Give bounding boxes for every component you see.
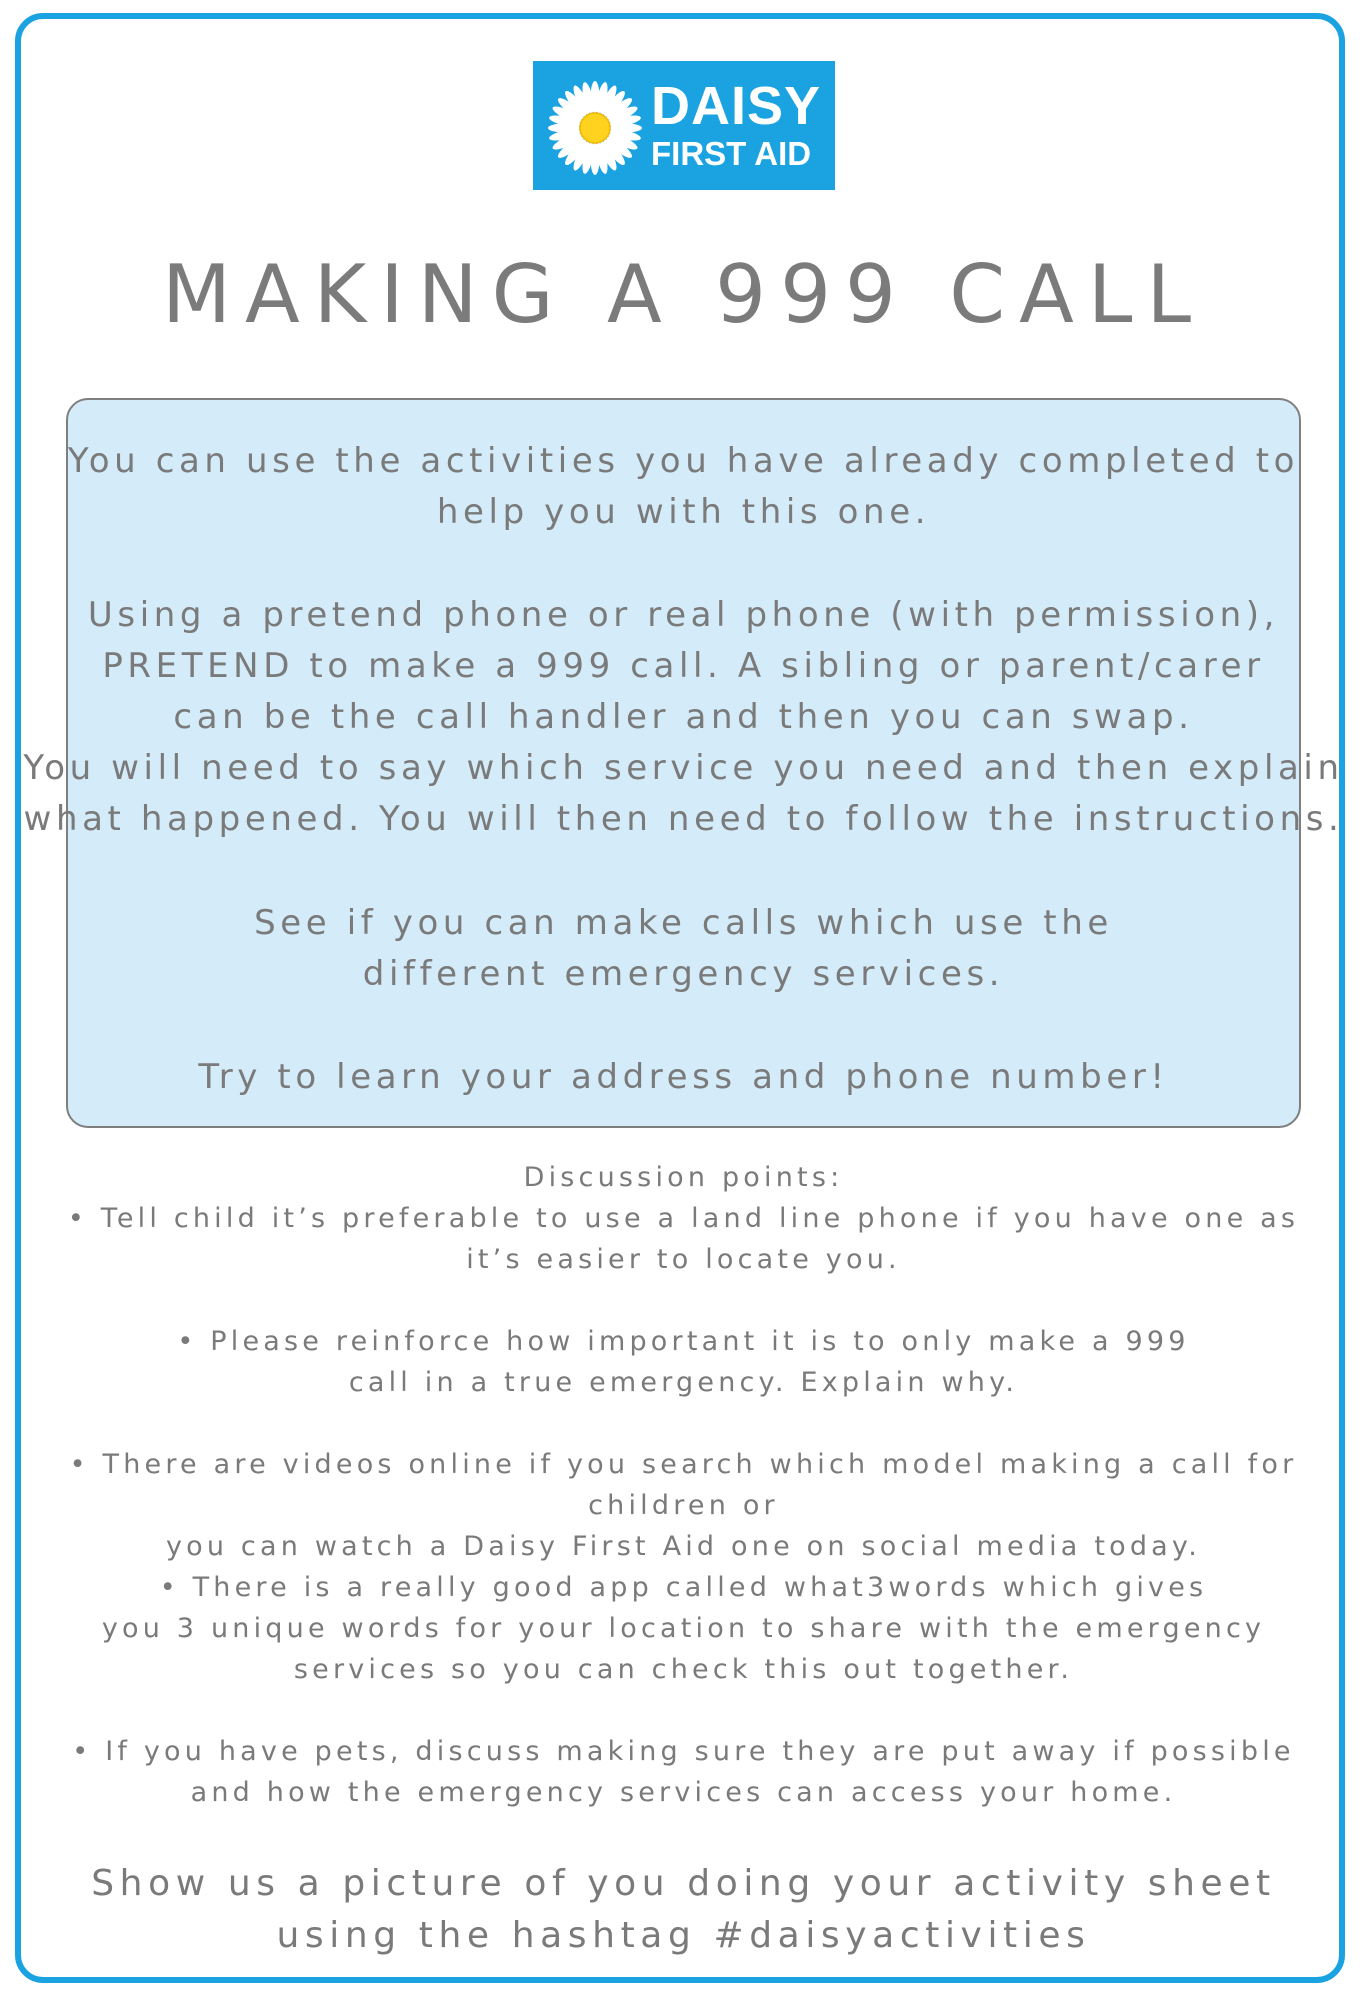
activity-services: See if you can make calls which use the different emergency services. <box>254 903 1113 994</box>
hashtag-callout: Show us a picture of you doing your activity sheet using the hashtag #daisyactivities <box>91 1863 1276 1956</box>
daisy-flower-icon <box>545 78 645 178</box>
activity-intro: You can use the activities you have already completed to help you with this one. <box>67 441 1300 532</box>
logo-line2: FIRST AID <box>651 135 812 172</box>
logo-line1: DAISY <box>651 76 822 136</box>
daisy-first-aid-logo <box>533 61 835 190</box>
activity-learn-address: Try to learn your address and phone number! <box>198 1057 1169 1097</box>
discussion-point: • Please reinforce how important it is to only make a 999 call in a true emergency. Explain why. <box>177 1326 1190 1398</box>
activity-instructions: Using a pretend phone or real phone (with permission), PRETEND to make a 999 call. A sibling or parent/carer can be the call handler and then you can swap. You will need to say which service you need and then explain what happened. You will then need to follow the instructions. <box>23 595 1344 839</box>
discussion-heading: Discussion points: <box>523 1162 844 1193</box>
discussion-point: • Tell child it’s preferable to use a land line phone if you have one as it’s easier to locate you. <box>67 1203 1300 1275</box>
discussion-point: • There is a really good app called what3words which gives you 3 unique words for your location to share with the emergency services so you can check this out together. <box>101 1572 1266 1685</box>
discussion-point: • If you have pets, discuss making sure they are put away if possible and how the emergency services can access your home. <box>72 1736 1295 1808</box>
page-title: MAKING A 999 CALL <box>161 248 1206 341</box>
discussion-point: • There are videos online if you search which model making a call for children or you can watch a Daisy First Aid one on social media today. <box>69 1449 1298 1562</box>
